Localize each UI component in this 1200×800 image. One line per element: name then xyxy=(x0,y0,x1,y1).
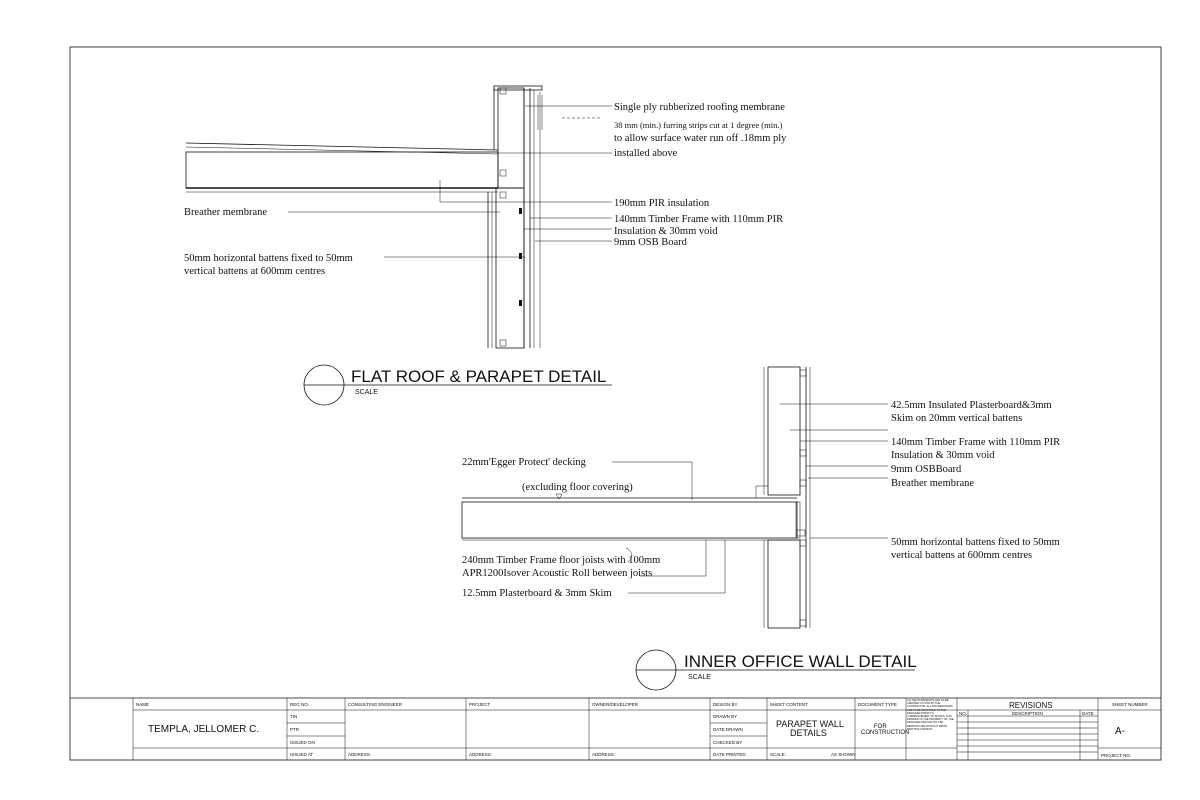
tb-revisions: REVISIONS xyxy=(1009,701,1053,710)
roof-membrane-note: Single ply rubberized roofing membrane xyxy=(614,102,785,113)
tb-name-value: TEMPLA, JELLOMER C. xyxy=(148,724,260,735)
roof-detail-title: FLAT ROOF & PARAPET DETAIL xyxy=(351,367,607,386)
wall-battens-note-1: 50mm horizontal battens fixed to 50mm xyxy=(891,537,1060,548)
tb-tin: TIN xyxy=(290,714,298,719)
tb-address-3: ADDRESS: xyxy=(592,752,616,757)
tb-rev-no: NO. xyxy=(959,711,968,716)
tb-ptr: PTR xyxy=(290,727,299,732)
tb-date-printed: DATE PRINTED xyxy=(713,752,746,757)
roof-battens-note-1: 50mm horizontal battens fixed to 50mm xyxy=(184,253,353,264)
roof-furring-note-1: 38 mm (min.) furring strips cut at 1 degree (min.) xyxy=(614,120,783,130)
tb-date-drawn: DATE DRAWN xyxy=(713,727,743,732)
roof-battens-note-2: vertical battens at 600mm centres xyxy=(184,266,326,277)
tb-design-by: DESIGN BY xyxy=(713,702,738,707)
tb-scale-value: AS SHOWN xyxy=(831,752,856,757)
wall-breather-note: Breather membrane xyxy=(891,478,975,489)
tb-reg-no: REG NO. xyxy=(290,702,310,707)
wall-frame-note-2: Insulation & 30mm void xyxy=(891,450,995,461)
roof-furring-note-2: to allow surface water run off .18mm ply xyxy=(614,133,787,144)
tb-issued-at: ISSUED AT xyxy=(290,752,314,757)
tb-owner-developer: OWNER/DEVELOPER xyxy=(592,702,639,707)
wall-decking-note: 22mm'Egger Protect' decking xyxy=(462,457,586,468)
roof-frame-note-2: Insulation & 30mm void xyxy=(614,226,718,237)
roof-frame-note-1: 140mm Timber Frame with 110mm PIR xyxy=(614,214,784,225)
tb-sheet-number-label: SHEET NUMBER xyxy=(1112,702,1148,707)
tb-rev-date: DATE xyxy=(1082,711,1094,716)
roof-furring-note-3: installed above xyxy=(614,148,678,159)
tb-disclaimer-box xyxy=(907,699,957,759)
roof-detail-scale: SCALE xyxy=(355,389,378,396)
tb-name-label: NAME xyxy=(136,702,150,707)
tb-address-1: ADDRESS: xyxy=(348,752,372,757)
tb-sheet-number: A- xyxy=(1115,726,1125,737)
tb-rev-description: DESCRIPTION xyxy=(1012,711,1043,716)
wall-battens-note-2: vertical battens at 600mm centres xyxy=(891,550,1033,561)
tb-sheet-content-1: PARAPET WALL xyxy=(776,719,844,729)
tb-project: PROJECT xyxy=(469,702,491,707)
wall-excluding-note: (excluding floor covering) xyxy=(522,482,633,493)
tb-scale-label: SCALE: xyxy=(770,752,787,757)
tb-checked-by: CHECKED BY xyxy=(713,740,743,745)
tb-issued-on: ISSUED ON xyxy=(290,740,315,745)
wall-joists-note-1: 240mm Timber Frame floor joists with 100mm xyxy=(462,555,661,566)
roof-breather-note: Breather membrane xyxy=(184,207,268,218)
wall-joists-note-2: APR1200Isover Acoustic Roll between joists xyxy=(462,568,653,579)
wall-detail-scale: SCALE xyxy=(688,674,711,681)
tb-consulting-engineer: CONSULTING ENGINEER xyxy=(348,702,402,707)
tb-document-type-2: CONSTRUCTION xyxy=(861,730,910,736)
tb-address-2: ADDRESS: xyxy=(469,752,493,757)
tb-document-type-label: DOCUMENT TYPE xyxy=(858,702,897,707)
roof-osb-note: 9mm OSB Board xyxy=(614,237,687,248)
tb-disclaimer: ALL MEASUREMENTS ARE TO BE VERIFIED ON SITE BY THE CONTRACTOR. ALL DISCREPANCIES ARE TO BE REPORTED TO THE DESIGNER PRIOR TO COMMENCEMENT OF WORKS. THIS DRAWING IS THE PROPERTY OF THE DESIGNER AND MAY NOT BE REPRODUCED WITHOUT PRIOR WRITTEN CONSENT. xyxy=(907,699,954,731)
tb-document-type-1: FOR xyxy=(874,724,887,730)
wall-plaster-skim-note: 12.5mm Plasterboard & 3mm Skim xyxy=(462,588,612,599)
tb-project-no: PROJECT NO. xyxy=(1101,753,1132,758)
wall-osb-note: 9mm OSBBoard xyxy=(891,464,962,475)
tb-sheet-content-label: SHEET CONTENT xyxy=(770,702,808,707)
wall-plasterboard-note-1: 42.5mm Insulated Plasterboard&3mm xyxy=(891,400,1052,411)
roof-pir-note: 190mm PIR insulation xyxy=(614,198,710,209)
wall-frame-note-1: 140mm Timber Frame with 110mm PIR xyxy=(891,437,1061,448)
wall-detail-title: INNER OFFICE WALL DETAIL xyxy=(684,652,917,671)
wall-plasterboard-note-2: Skim on 20mm vertical battens xyxy=(891,413,1023,424)
tb-drawn-by: DRAWN BY xyxy=(713,714,738,719)
tb-sheet-content-2: DETAILS xyxy=(790,728,827,738)
